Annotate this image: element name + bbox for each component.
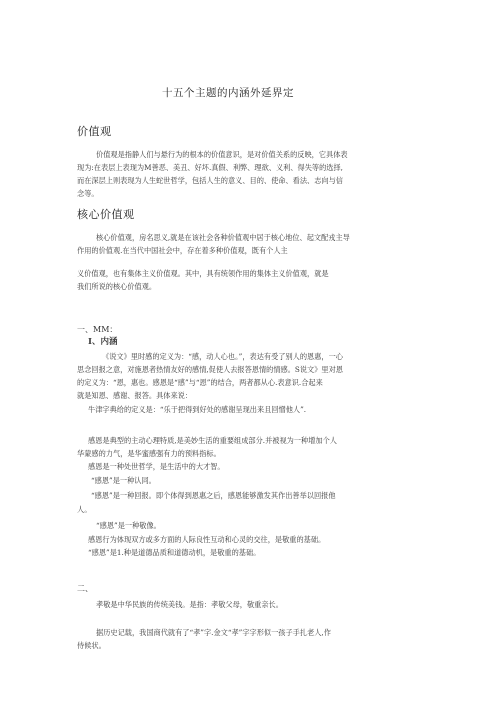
paragraph-line: 作用的价值观.在当代中国社会中，存在着多种价值观，既有个人主 — [77, 246, 288, 255]
paragraph-line: 而在深层上则表现为人生蛇世哲学，包括人生的意义、目的、使命、看法、志向与信 — [77, 176, 343, 185]
paragraph-line: 义价值观，也有集体主义价值观。其中，具有统领作用的集体主义价值观，就是 — [77, 269, 329, 278]
paragraph-line: 感恩行为体现双方或多方面的人际良性互动和心灵的交往，是敬重的基础。 — [88, 535, 326, 544]
paragraph-line: 华蒙感的力气，是华蜜感强有力的预料指标。 — [77, 449, 221, 458]
paragraph-line: 感恩是典型的主动心理特质,是美妙生活的重要组成部分.并被视为一种增加个人 — [88, 436, 337, 445]
section-heading-1: 一、MM： — [77, 325, 118, 334]
subsection-heading-connotation: I、内涵 — [88, 337, 118, 347]
heading-core-values: 核心价值观 — [77, 208, 135, 221]
section-heading-2: 二、 — [77, 584, 93, 593]
heading-values: 价值观 — [77, 125, 112, 138]
paragraph-line: “感恩”是1.种是道德品质和道德动机，是敬重的基础。 — [88, 548, 261, 557]
page-title: 十五个主题的内涵外延界定 — [162, 87, 294, 99]
paragraph-line: 据历史记载，我国商代就有了“孝”字.金文“孝”字字形似一孩子手扎老人,作 — [96, 628, 331, 637]
paragraph-line: 现为:在表层上表现为M善恶、美丑、好坏.真假、利弊、理欲、义利、得失等的选择, — [77, 163, 343, 172]
paragraph-line: 孝敬是中华民族的传统美钱。是指：孝敬父母，敬重亲长。 — [96, 600, 283, 609]
paragraph-line: 核心价值观，房名思义,就是在该社会各种价值观中居于核心地位、起文配戎主导 — [96, 233, 350, 242]
paragraph-line: 思念回报之意，对施恩者热情友好的感情,促使人去报答恩情的情感。S说文》里对恩 — [77, 365, 343, 374]
paragraph-line: 《说文》里时感的定义为：“感，动人心也。”，表达有受了别人的恩惠，一心 — [102, 352, 343, 361]
paragraph-line: 人。 — [77, 505, 92, 514]
paragraph-line: 的定义为：“恩，惠也。感恩是“感”与“恩”的结合，两者都从心.表意识.合起来 — [77, 378, 323, 387]
paragraph-line: “感恩”是一种认同。 — [91, 476, 156, 485]
paragraph-line: “感恩”是一种回报。即个体得到恩惠之后，感恩能够激发其作出善举以回报他 — [91, 491, 336, 500]
paragraph-line: 侍候状。 — [77, 641, 106, 650]
paragraph-line: 牛津字典给的定义是：“乐于把得到好处的感谢呈现出来且回憎他人”. — [88, 405, 307, 414]
paragraph-line: 念等。 — [77, 189, 99, 198]
paragraph-line: 感恩是一种处世哲学，是生活中的大才智。 — [88, 462, 225, 471]
paragraph-line: 我们所说的核心价值观。 — [77, 282, 157, 291]
paragraph-line: 价值观是指静人们与悬行为的根本的价值意识，是对价值关系的反映，它具体表 — [96, 150, 348, 159]
paragraph-line: 就是知恩、感谢、报答。具体来说： — [77, 391, 193, 400]
paragraph-line: “感恩”是一种敬像。 — [96, 521, 161, 530]
